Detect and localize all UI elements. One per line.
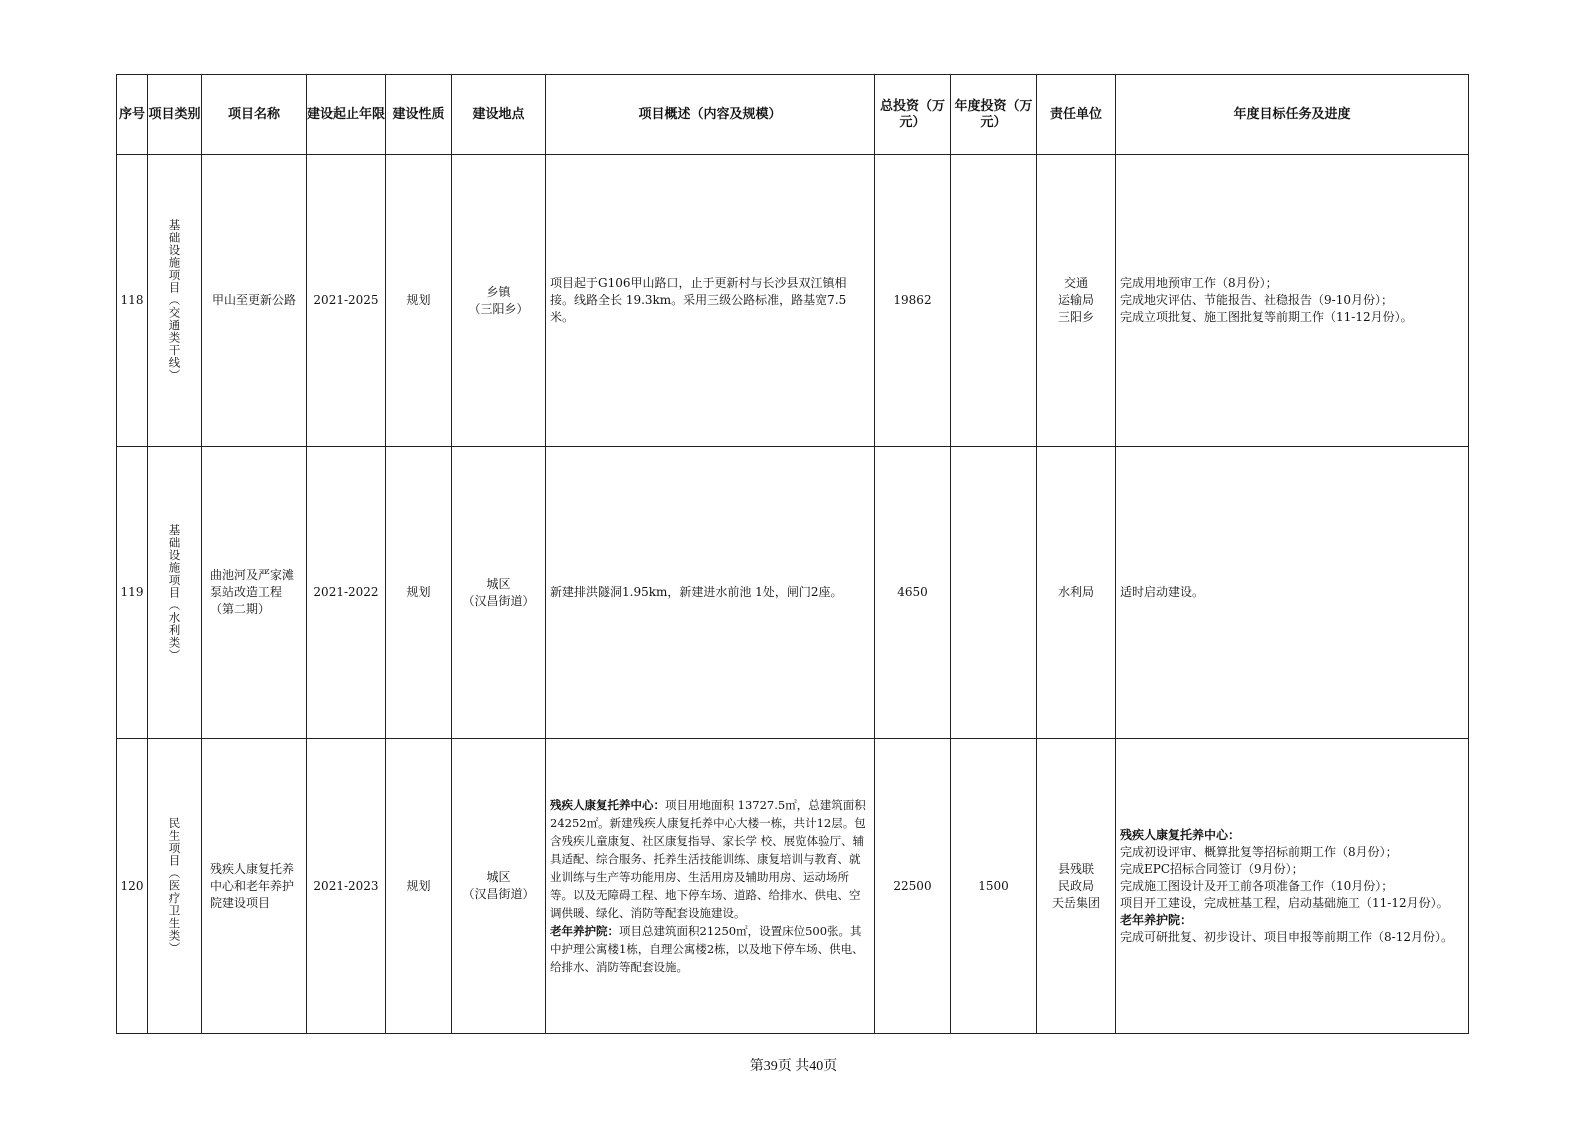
cell-no: 120: [117, 739, 148, 1034]
header-goals: 年度目标任务及进度: [1116, 75, 1469, 155]
cell-unit: 县残联 民政局 天岳集团: [1037, 739, 1116, 1034]
header-row: [117, 75, 1469, 155]
cell-annual: [951, 155, 1037, 447]
overview-heading: 残疾人康复托养中心：: [550, 798, 665, 812]
cell-overview: 项目起于G106甲山路口，止于更新村与长沙县双江镇相接。线路全长 19.3km。采用三级公路标准，路基宽7.5米。: [546, 155, 875, 447]
cell-overview: 新建排洪隧洞1.95km，新建进水前池 1处，闸门2座。: [546, 447, 875, 739]
cell-name: 曲池河及严家滩泵站改造工程（第二期）: [202, 447, 307, 739]
cell-nature: 规划: [386, 155, 452, 447]
header-category: 项目类别: [148, 75, 202, 155]
header-no: 序号: [117, 75, 148, 155]
table-row: [117, 447, 1469, 739]
cell-total: 19862: [875, 155, 951, 447]
cell-unit: 水利局: [1037, 447, 1116, 739]
cell-total: 4650: [875, 447, 951, 739]
cell-period: 2021-2022: [307, 447, 386, 739]
goals-heading: 残疾人康复托养中心：: [1120, 827, 1241, 842]
cell-location: 城区 （汉昌街道）: [452, 447, 546, 739]
cell-period: 2021-2025: [307, 155, 386, 447]
page-footer: 第39页 共40页: [749, 1059, 838, 1074]
header-period: 建设起止年限: [307, 75, 386, 155]
cell-goals: 完成用地预审工作（8月份）； 完成地灾评估、节能报告、社稳报告（9-10月份）； 完成立项批复、施工图批复等前期工作（11-12月份）。: [1116, 155, 1469, 447]
cell-name: 残疾人康复托养中心和老年养护院建设项目: [202, 739, 307, 1034]
header-nature: 建设性质: [386, 75, 452, 155]
table-row: [117, 155, 1469, 447]
table-row: [117, 739, 1469, 1034]
cell-unit: 交通 运输局 三阳乡: [1037, 155, 1116, 447]
cell-goals: 适时启动建设。: [1116, 447, 1469, 739]
header-overview: 项目概述（内容及规模）: [546, 75, 875, 155]
cell-nature: 规划: [386, 739, 452, 1034]
cell-nature: 规划: [386, 447, 452, 739]
cell-overview: 残疾人康复托养中心：项目用地面积 13727.5㎡，总建筑面积24252㎡。新建残疾人康复托养中心大楼一栋，共计12层。包含残疾儿童康复、社区康复指导、家长学 校、展览体验厅、辅具适配、综合服务、托养生活技能训练、康复培训与教育、就业训练与生产等功能用房、生活用房及辅助用房、运动场所等。以及无障碍工程、地下停车场、道路、给排水、供电、空调供暖、绿化、消防等配套设施建设。 老年养护院：项目总建筑面积21250㎡，设置床位500张。其中护理公寓楼1栋，自理公寓楼2栋，以及地下停车场、供电、给排水、消防等配套设施。: [546, 739, 875, 1034]
cell-location: 城区 （汉昌街道）: [452, 739, 546, 1034]
cell-category: 基础设施项目（交通类干线）: [148, 155, 202, 447]
cell-period: 2021-2023: [307, 739, 386, 1034]
cell-category: 基础设施项目（水利类）: [148, 447, 202, 739]
goals-heading: 老年养护院：: [1120, 912, 1193, 927]
header-unit: 责任单位: [1037, 75, 1116, 155]
cell-name: 甲山至更新公路: [202, 155, 307, 447]
cell-category: 民生项目（医疗卫生类）: [148, 739, 202, 1034]
cell-location: 乡镇 （三阳乡）: [452, 155, 546, 447]
header-annual: 年度投资（万元）: [951, 75, 1037, 155]
cell-annual: 1500: [951, 739, 1037, 1034]
cell-goals: 残疾人康复托养中心： 完成初设评审、概算批复等招标前期工作（8月份）； 完成EPC招标合同签订（9月份）； 完成施工图设计及开工前各项准备工作（10月份）； 项目开工建设，完成桩基工程，启动基础施工（11-12月份）。 老年养护院： 完成可研批复、初步设计、项目申报等前期工作（8-12月份）。: [1116, 739, 1469, 1034]
header-name: 项目名称: [202, 75, 307, 155]
cell-no: 119: [117, 447, 148, 739]
project-table: [116, 74, 1469, 1034]
header-total: 总投资（万元）: [875, 75, 951, 155]
cell-total: 22500: [875, 739, 951, 1034]
overview-heading: 老年养护院：: [550, 924, 619, 938]
cell-no: 118: [117, 155, 148, 447]
cell-annual: [951, 447, 1037, 739]
header-location: 建设地点: [452, 75, 546, 155]
